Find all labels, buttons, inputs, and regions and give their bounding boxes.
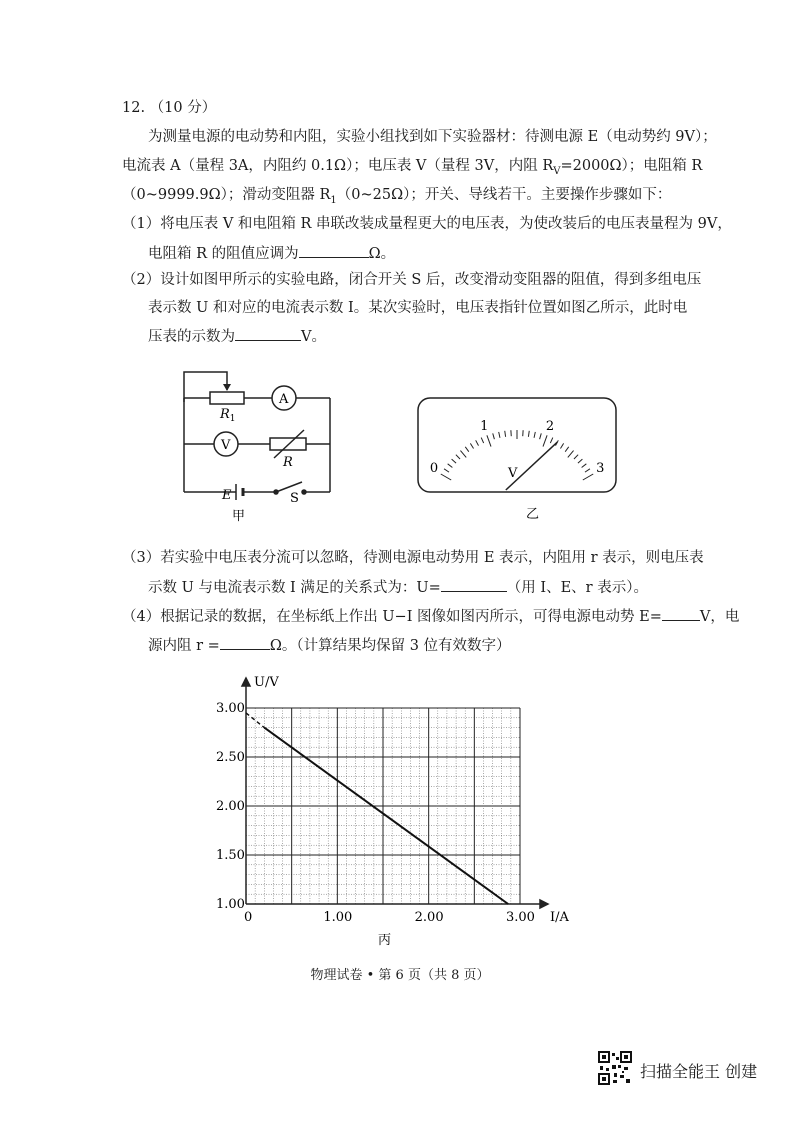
label-voltmeter: V (221, 438, 231, 453)
y-axis-label: U/V (254, 675, 279, 690)
x-axis-arrow (540, 900, 548, 908)
answer-blank-internal-r[interactable] (220, 635, 270, 650)
answer-blank-emf[interactable] (662, 606, 700, 621)
figure-label-jia: 甲 (232, 509, 246, 522)
page-footer: 物理试卷 • 第 6 页（共 8 页） (310, 968, 490, 983)
ui-chart (200, 668, 600, 958)
part1-line1: （1）将电压表 V 和电阻箱 R 串联改装成量程更大的电压表，为使改装后的电压表量程为 9V， (122, 216, 732, 232)
label-switch: S (290, 491, 299, 506)
y-tick-label: 1.00 (216, 897, 245, 912)
chart-caption: 丙 (378, 933, 392, 948)
intro-line-2: 电流表 A（量程 3A，内阻约 0.1Ω）；电压表 V（量程 3V，内阻 $R_V=2000\Omega$）；电阻箱 R (122, 158, 703, 177)
rheostat-arrow (223, 384, 231, 391)
dial-tick-label-0: 0 (429, 461, 439, 476)
circuit-diagram (170, 362, 340, 522)
scanner-watermark: 扫描全能王 创建 (640, 1062, 758, 1081)
label-r1: $R_1$ (220, 407, 236, 424)
x-tick-label: 1.00 (323, 910, 353, 925)
x-tick-label: 0 (244, 910, 253, 925)
part3-line1: （3）若实验中电压表分流可以忽略，待测电源电动势用 E 表示，内阻用 r 表示，则电压表 (122, 550, 704, 566)
part1-line2: 电阻箱 R 的阻值应调为 Ω。 (148, 243, 395, 264)
part4-line2: 源内阻 r = Ω。（计算结果均保留 3 位有效数字） (148, 635, 511, 656)
voltmeter-dial (410, 390, 625, 525)
figure-label-yi: 乙 (526, 507, 540, 522)
label-ammeter: A (279, 392, 289, 407)
dial-tick-label-1: 1 (480, 418, 489, 434)
y-axis-arrow (242, 678, 250, 686)
answer-blank-r[interactable] (299, 243, 369, 258)
x-tick-label: 2.00 (414, 910, 444, 925)
part2-line3: 压表的示数为 V。 (148, 326, 326, 347)
label-source: E (222, 488, 232, 503)
part2-line2: 表示数 U 和对应的电流表示数 I。某次实验时，电压表指针位置如图乙所示，此时电 (148, 300, 688, 316)
y-tick-label: 2.00 (216, 799, 245, 814)
question-points: （10 分） (149, 100, 217, 116)
x-axis-label: I/A (550, 910, 569, 925)
answer-blank-voltage[interactable] (235, 326, 301, 341)
question-header (122, 98, 216, 118)
dial-tick-label-3: 3 (596, 461, 605, 476)
question-number: 12. (122, 100, 146, 116)
part2-line1: （2）设计如图甲所示的实验电路，闭合开关 S 后，改变滑动变阻器的阻值，得到多组电压 (122, 272, 702, 288)
qr-code-icon (598, 1051, 632, 1085)
dial-tick-label-2: 2 (545, 418, 555, 434)
part3-line2: 示数 U 与电流表示数 I 满足的关系式为：U= （用 I、E、r 表示）。 (148, 577, 648, 598)
intro-line-1: 为测量电源的电动势和内阻，实验小组找到如下实验器材：待测电源 E（电动势约 9V）； (148, 129, 717, 145)
extrapolation-line (246, 713, 264, 728)
answer-blank-relation[interactable] (441, 577, 507, 592)
part4-line1: （4）根据记录的数据，在坐标纸上作出 U−I 图像如图丙所示，可得电源电动势 E= V，电 (122, 606, 739, 627)
label-resistor-box: R (283, 455, 293, 470)
x-tick-label: 3.00 (506, 910, 535, 925)
y-tick-label: 3.00 (216, 701, 245, 716)
y-tick-label: 1.50 (216, 848, 245, 863)
rheostat-r1 (210, 392, 244, 404)
intro-line-3: （0~9999.9Ω）；滑动变阻器 $R_1(0\sim 25\Omega)$；开关、导线若干。主要操作步骤如下： (122, 187, 672, 206)
y-tick-label: 2.50 (216, 750, 245, 765)
dial-unit: V (508, 466, 518, 481)
